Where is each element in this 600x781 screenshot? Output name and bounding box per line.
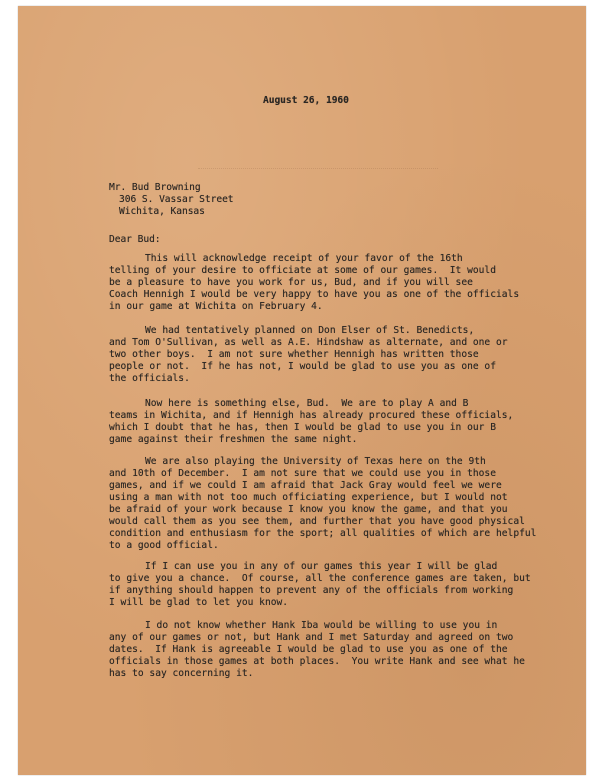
paragraph-line: two other boys. I am not sure whether Hennigh has written those xyxy=(109,349,479,360)
paragraph-line: if anything should happen to prevent any of the officials from working xyxy=(109,585,514,596)
faint-bleed-through-mark xyxy=(198,168,438,175)
paragraph-line: We had tentatively planned on Don Elser of St. Benedicts, xyxy=(145,325,475,336)
paragraph-line: We are also playing the University of Texas here on the 9th xyxy=(145,456,486,467)
paragraph-line: game against their freshmen the same night. xyxy=(109,434,358,445)
paragraph-line: games, and if we could I am afraid that Jack Gray would feel we were xyxy=(109,480,502,491)
paragraph-line: in our game at Wichita on February 4. xyxy=(109,301,323,312)
paragraph-line: and 10th of December. I am not sure that we could use you in those xyxy=(109,468,496,479)
paragraph-line: to give you a chance. Of course, all the conference games are taken, but xyxy=(109,573,531,584)
paragraph-line: condition and enthusiasm for the sport; all qualities of which are helpful xyxy=(109,528,537,539)
paragraph-line: Coach Hennigh I would be very happy to have you as one of the officials xyxy=(109,289,520,300)
salutation: Dear Bud: xyxy=(109,234,161,245)
paragraph-line: which I doubt that he has, then I would be glad to use you in our B xyxy=(109,422,496,433)
paragraph-line: I do not know whether Hank Iba would be willing to use you in xyxy=(145,620,498,631)
paragraph-line: teams in Wichita, and if Hennigh has already procured these officials, xyxy=(109,410,514,421)
paragraph-line: I will be glad to let you know. xyxy=(109,597,289,608)
paragraph-line: dates. If Hank is agreeable I would be glad to use you as one of the xyxy=(109,644,508,655)
letter-date: August 26, 1960 xyxy=(263,95,349,106)
paragraph-5 xyxy=(109,561,569,609)
paragraph-line: people or not. If he has not, I would be glad to use you as one of xyxy=(109,361,496,372)
recipient-name: Mr. Bud Browning xyxy=(109,182,201,193)
paragraph-6 xyxy=(109,620,569,680)
paragraph-line: and Tom O'Sullivan, as well as A.E. Hindshaw as alternate, and one or xyxy=(109,337,508,348)
recipient-street: 306 S. Vassar Street xyxy=(119,194,234,205)
paragraph-line: be a pleasure to have you work for us, Bud, and if you will see xyxy=(109,277,473,288)
paragraph-line: would call them as you see them, and further that you have good physical xyxy=(109,516,525,527)
paragraph-line: the officials. xyxy=(109,373,190,384)
paragraph-3 xyxy=(109,398,569,446)
paragraph-line: telling of your desire to officiate at some of our games. It would xyxy=(109,265,496,276)
paragraph-1 xyxy=(109,253,569,313)
paragraph-line: using a man with not too much officiating experience, but I would not xyxy=(109,492,508,503)
paragraph-line: any of our games or not, but Hank and I met Saturday and agreed on two xyxy=(109,632,514,643)
paragraph-line: has to say concerning it. xyxy=(109,668,254,679)
paragraph-line: Now here is something else, Bud. We are to play A and B xyxy=(145,398,469,409)
paragraph-line: officials in those games at both places. You write Hank and see what he xyxy=(109,656,525,667)
paragraph-2 xyxy=(109,325,569,385)
paragraph-line: This will acknowledge receipt of your favor of the 16th xyxy=(145,253,463,264)
paragraph-line: If I can use you in any of our games this year I will be glad xyxy=(145,561,498,572)
paragraph-4 xyxy=(109,456,569,552)
paragraph-line: be afraid of your work because I know you know the game, and that you xyxy=(109,504,508,515)
recipient-city: Wichita, Kansas xyxy=(119,206,205,217)
paragraph-line: to a good official. xyxy=(109,540,219,551)
